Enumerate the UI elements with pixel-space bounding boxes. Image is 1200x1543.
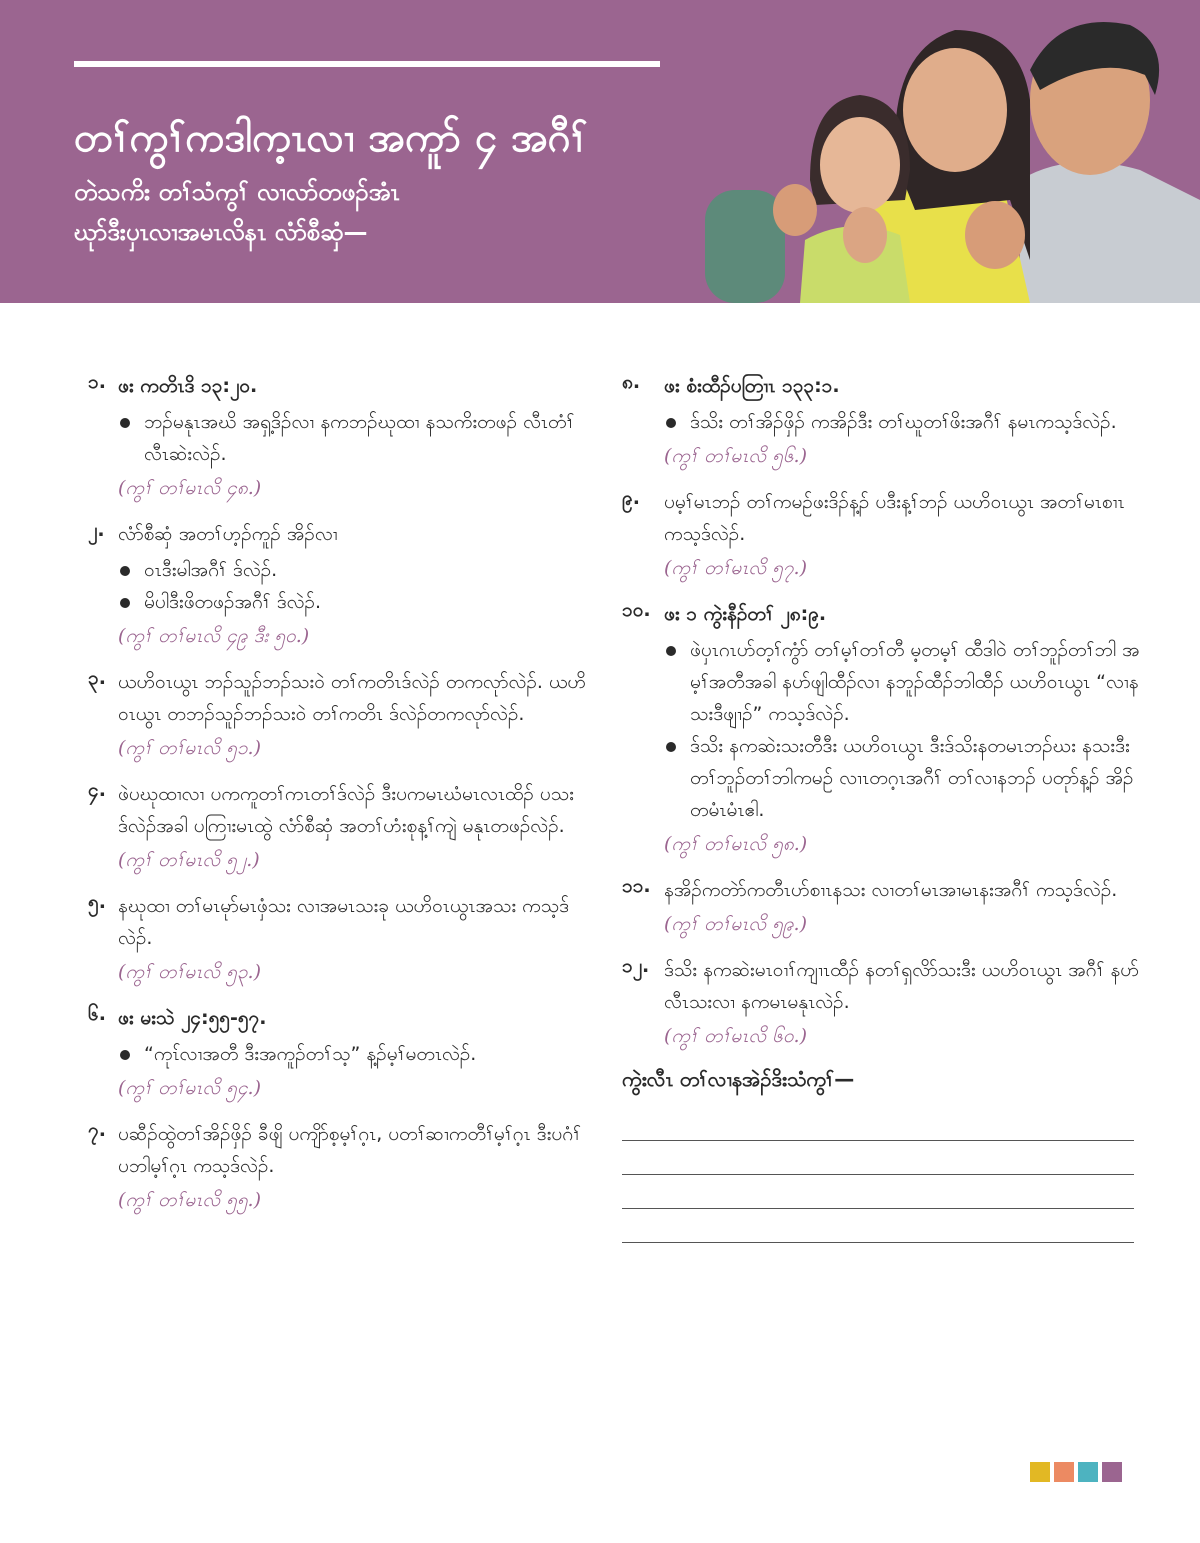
- question-number: ၁၁.: [622, 875, 651, 897]
- question-text: လံာ်စီဆှံ အတၢ်ဟ့ၣ်ကူၣ် အိၣ်လၢ: [118, 523, 338, 545]
- lesson-reference: (ကွၢ် တၢ်မၤလိ ၅၃.): [118, 961, 262, 983]
- lesson-reference: (ကွၢ် တၢ်မၤလိ ၄၉ ဒီး ၅၀.): [118, 625, 310, 647]
- bullet-list: [118, 1038, 588, 1070]
- bullet-item: ဝၤဒီးမါအဂီၢ် ဒ်လဲၣ်.: [118, 554, 588, 586]
- subtitle-line-2: ဃုာ်ဒီးပှၤလၢအမၤလိနၤ လံာ်စီဆှံ—: [74, 218, 368, 246]
- notes-line[interactable]: [622, 1174, 1134, 1175]
- lesson-reference: (ကွၢ် တၢ်မၤလိ ၅၄.): [118, 1077, 262, 1099]
- bullet-item: ဒ်သိး နကဆဲးသးတီဒီး ယဟိဝၤယွၤ ဒီးဒ်သိးနတမၤဘၣ်ဃး နသးဒီး တၢ်ဘူၣ်တၢ်ဘါကမဉ် လၢၤတဂ့ၤအဂီၢ် တၢ်လၢနဘၣ် ပတုာ်န့ၣ် အိၣ်တမံၤမံၤဧါ.: [664, 730, 1142, 826]
- lesson-reference: (ကွၢ် တၢ်မၤလိ ၅၅.): [118, 1189, 262, 1211]
- lesson-reference: (ကွၢ် တၢ်မၤလိ ၄၈.): [118, 477, 262, 499]
- question-number: ၁၂.: [622, 955, 650, 977]
- bullet-list: [664, 634, 1142, 826]
- notes-line[interactable]: [622, 1208, 1134, 1209]
- question-item: [88, 666, 588, 764]
- question-item: [622, 954, 1142, 1052]
- question-text: ပမ့ၢ်မၤဘၣ် တၢ်ကမဉ်ဖးဒိၣ်န့ၣ် ပဒီးန့ၢ်ဘၣ် ယဟိဝၤယွၤ အတၢ်မၤစၢၤ ကသ့ဒ်လဲၣ်.: [664, 491, 1125, 545]
- bullet-list: [118, 406, 588, 470]
- question-text: ဖဲပဃုထၢလၢ ပကကူတၢ်ကၤတၢ်ဒ်လဲၣ် ဒီးပကမၤဃံမၤလၤထိၣ် ပသး ဒ်လဲၣ်အခါ ပကြၢးမၤထွဲ လံာ်စီဆှံ အတၢ်ဟံးစုန့ၢ်ကျဲ မနုၤတဖၣ်လဲၣ်.: [118, 783, 574, 837]
- bullet-item: “ကုၤ်လၢအတီ ဒီးအကူၣ်တၢ်သ့” န့ၣ်မ့ၢ်မတၤလဲၣ်.: [118, 1038, 588, 1070]
- question-item: [622, 370, 1142, 472]
- bullet-item: ဘၣ်မနုၤအဃိ အရှ့ဒိၣ်လၢ နကဘၣ်ဃုထၢ နသကိးတဖၣ် လီၤတံၢ်လီၤဆဲးလဲၣ်.: [118, 406, 588, 470]
- page-title: တၢ်ကွၢ်ကဒါက့ၤလၢ အကူာ် ၄ အဂီၢ်: [74, 115, 588, 161]
- bullet-item: ဖဲပှၤဂၤပာ်တ့ၢ်ကွံာ် တၢ်မ့ၢ်တၢ်တီ မ့တမ့ၢ် ထီဒါဝဲ တၢ်ဘူၣ်တၢ်ဘါ အမ့ၢ်အတီအခါ နပာ်ဖျါထီၣ်လၢ နဘူၣ်ထီၣ်ဘါထီၣ် ယဟိဝၤယွၤ “လၢနသးဒီဖျၢၣ်” ကသ့ဒ်လဲၣ်.: [664, 634, 1142, 730]
- square-yellow: [1030, 1462, 1050, 1482]
- subtitle-line-1: တဲသကိး တၢ်သံကွၢ် လၢလာ်တဖၣ်အံၤ: [74, 178, 400, 206]
- question-number: ၄.: [88, 779, 106, 801]
- bullet-item: ဒ်သိး တၢ်အိၣ်ဖှိၣ် ကအိၣ်ဒီး တၢ်ဃူတၢ်ဖိးအဂီၢ် နမၤကသ့ဒ်လဲၣ်.: [664, 406, 1142, 438]
- lesson-reference: (ကွၢ် တၢ်မၤလိ ၅၇.): [664, 557, 808, 579]
- question-item: [622, 598, 1142, 860]
- lesson-reference: (ကွၢ် တၢ်မၤလိ ၅၂.): [118, 849, 260, 871]
- question-text: ဒ်သိး နကဆဲးမၤဝၢၢ်ကျၢၤထီၣ် နတၢ်ရှလိာ်သးဒီး ယဟိဝၤယွၤ အဂီၢ် နပာ်လီၤသးလၢ နကမၤမနုၤလဲၣ်.: [664, 959, 1139, 1013]
- lesson-reference: (ကွၢ် တၢ်မၤလိ ၆၀.): [664, 1025, 808, 1047]
- question-text: ဖး ၁ ကွဲးနီၣ်တၢ် ၂၈:၉.: [664, 603, 827, 625]
- question-item: [88, 1002, 588, 1104]
- notes-line[interactable]: [622, 1242, 1134, 1243]
- question-number: ၈.: [622, 371, 641, 393]
- question-item: [88, 1118, 588, 1216]
- notes-line[interactable]: [622, 1140, 1134, 1141]
- notes-title: ကွဲးလီၤ တၢ်လၢနအဲၣ်ဒိးသံကွၢ်—: [622, 1067, 855, 1091]
- bullet-list: [664, 406, 1142, 438]
- question-text: နဃုထၢ တၢ်မၤမုာ်မၤဖှံသး လၢအမၤသးခု ယဟိဝၤယွၤအသး ကသ့ဒ်လဲၣ်.: [118, 895, 570, 949]
- right-column: [622, 370, 1142, 1276]
- color-squares: [1030, 1462, 1122, 1482]
- question-text: ဖး ကတိၤဒိ ၁၃:၂၀.: [118, 375, 258, 397]
- question-item: [622, 874, 1142, 940]
- question-text: ဖး စံးထီၣ်ပတြၢၤ ၁၃၃:၁.: [664, 375, 840, 397]
- lesson-reference: (ကွၢ် တၢ်မၤလိ ၅၉.): [664, 913, 808, 935]
- header-banner: [0, 0, 1200, 303]
- question-number: ၆.: [88, 1003, 106, 1025]
- square-orange: [1054, 1462, 1074, 1482]
- square-teal: [1078, 1462, 1098, 1482]
- question-number: ၇.: [88, 1119, 106, 1141]
- question-number: ၅.: [88, 891, 106, 913]
- bullet-list: [118, 554, 588, 618]
- bullet-item: မိပါဒီးဖိတဖၣ်အဂီၢ် ဒ်လဲၣ်.: [118, 586, 588, 618]
- question-text: ယဟိဝၤယွၤ ဘၣ်သူၣ်ဘၣ်သးဝဲ တၢ်ကတိၤဒ်လဲၣ် တကလုာ်လဲၣ်. ယဟိဝၤယွၤ တဘၣ်သူၣ်ဘၣ်သးဝဲ တၢ်ကတိၤ ဒ်လဲၣ်တကလုာ်လဲၣ်.: [118, 671, 587, 725]
- question-number: ၁၀.: [622, 599, 651, 621]
- question-text: နအိၣ်ကတဲာ်ကတီၤပာ်စၢၤနသး လၢတၢ်မၤအၢမၤနးအဂီၢ် ကသ့ဒ်လဲၣ်.: [664, 879, 1118, 901]
- question-item: [88, 778, 588, 876]
- left-column: [88, 370, 588, 1230]
- lesson-reference: (ကွၢ် တၢ်မၤလိ ၅၆.): [664, 445, 808, 467]
- lesson-reference: (ကွၢ် တၢ်မၤလိ ၅၁.): [118, 737, 262, 759]
- family-praying-illustration: [700, 0, 1200, 303]
- question-text: ပဆီၣ်ထွဲတၢ်အိၣ်ဖှိၣ် ခီဖျိ ပကျိာ်စ့မ့ၢ်ဂ့ၤ, ပတၢ်ဆၢကတီၢ်မ့ၢ်ဂ့ၤ ဒီးပဂံၢ်ပဘါမ့ၢ်ဂ့ၤ ကသ့ဒ်လဲၣ်.: [118, 1123, 582, 1177]
- question-item: [622, 486, 1142, 584]
- lesson-reference: (ကွၢ် တၢ်မၤလိ ၅၈.): [664, 833, 808, 855]
- question-item: [88, 370, 588, 504]
- question-text: ဖး မးသဲ ၂၄:၅၅-၅၇.: [118, 1007, 267, 1029]
- question-item: [88, 518, 588, 652]
- question-item: [88, 890, 588, 988]
- square-purple: [1102, 1462, 1122, 1482]
- question-number: ၁.: [88, 371, 106, 393]
- question-number: ၂.: [88, 519, 105, 541]
- question-number: ၃.: [88, 667, 106, 689]
- header-rule: [74, 61, 660, 67]
- question-number: ၉.: [622, 487, 640, 509]
